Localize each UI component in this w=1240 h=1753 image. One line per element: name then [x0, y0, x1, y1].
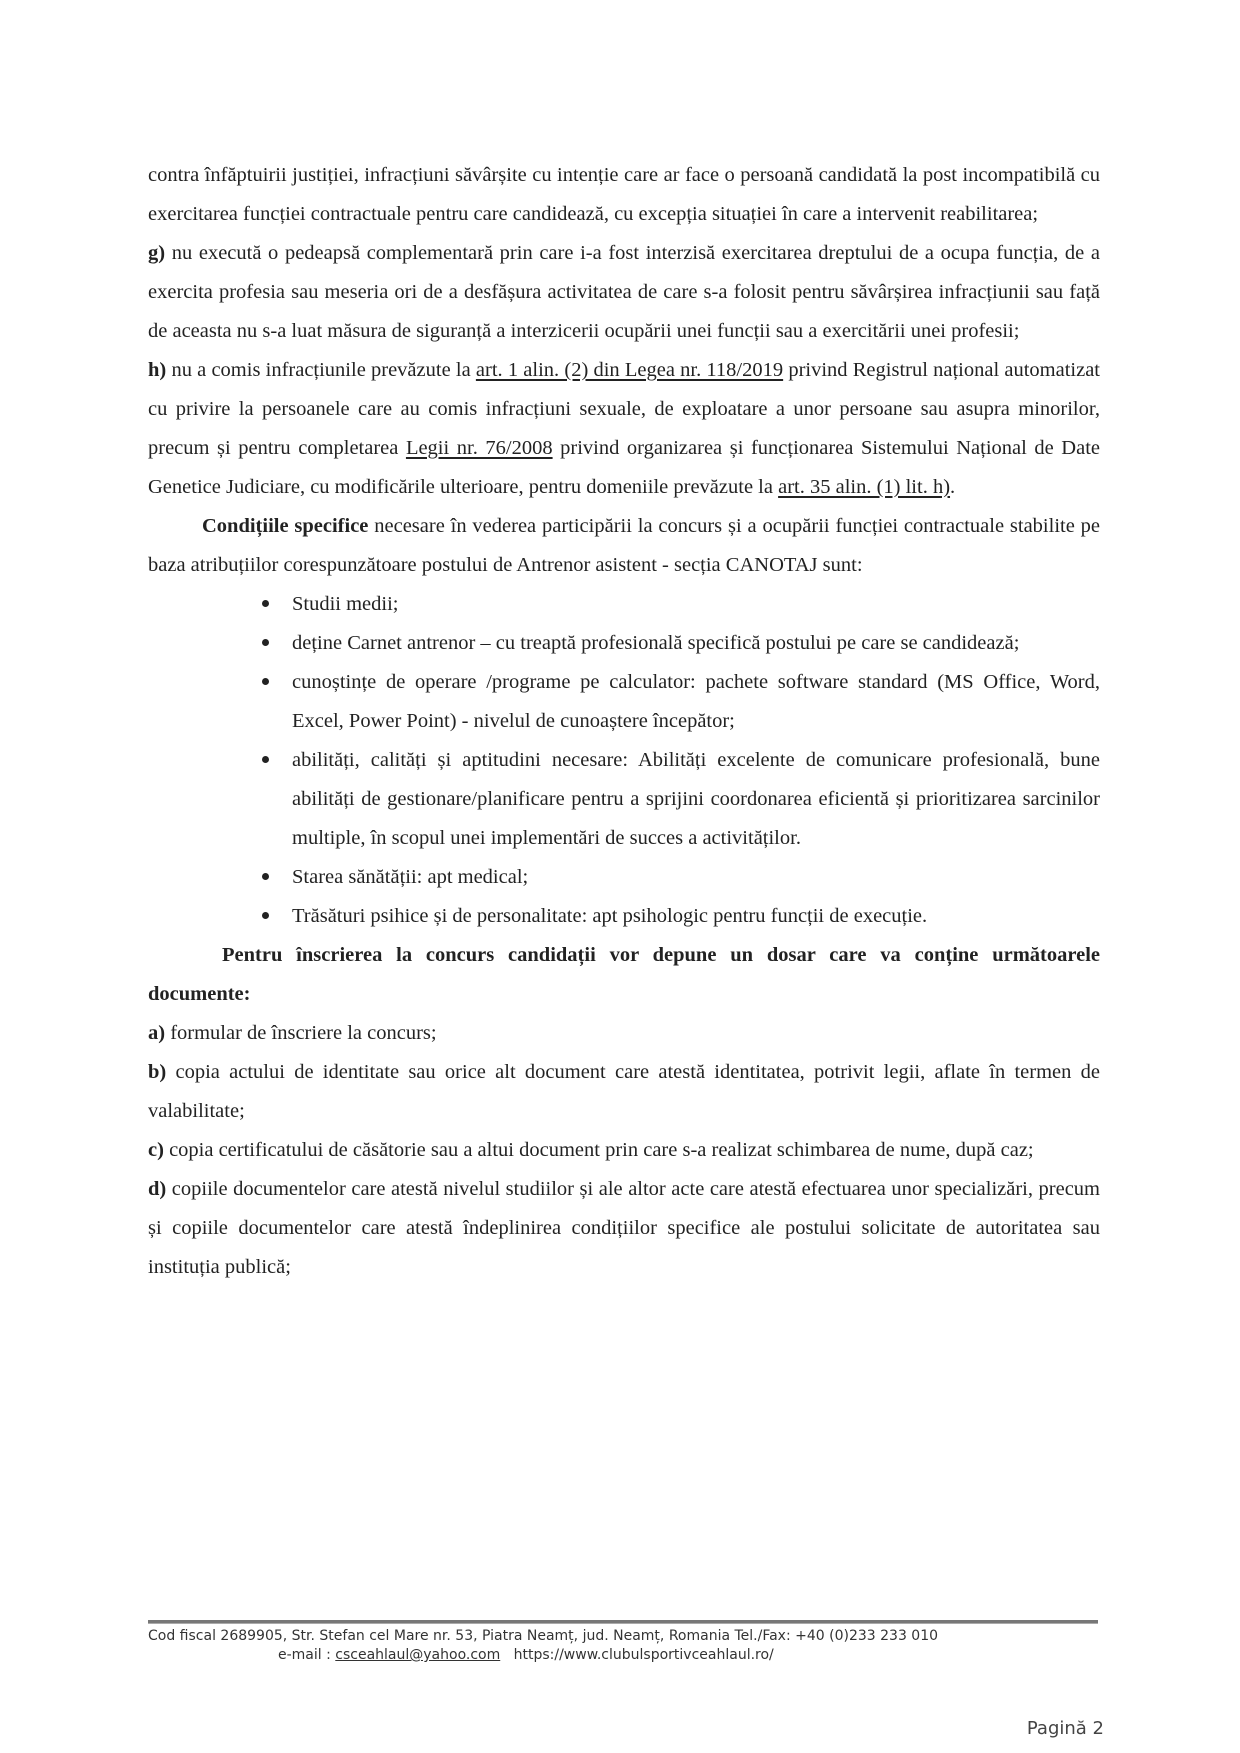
document-item-c: [148, 1131, 1100, 1170]
item-label-c: c): [148, 1139, 164, 1161]
list-item-text: Starea sănătății: apt medical;: [292, 866, 529, 888]
item-label-g: g): [148, 242, 166, 264]
list-item-text: Trăsături psihice și de personalitate: apt psihologic pentru funcții de execuție.: [292, 905, 928, 927]
item-text-c: copia certificatului de căsătorie sau a altui document prin care s-a realizat schimbarea de nume, după caz;: [163, 1139, 1034, 1161]
list-item: [292, 858, 1100, 897]
footer-address: Cod fiscal 2689905, Str. Stefan cel Mare nr. 53, Piatra Neamț, jud. Neamț, Romania Tel./Fax: +40 (0)233 233 010: [148, 1628, 939, 1644]
specific-conditions-text: necesare în vederea participării la concurs și a ocupării funcției contractuale stabilite pe baza atribuțiilor corespunzătoare postului de Antrenor asistent - secția CANOTAJ sunt:: [148, 515, 1100, 576]
document-body: [148, 156, 1100, 1287]
document-item-a: [148, 1014, 1100, 1053]
list-item: [292, 663, 1100, 741]
footer-contact: [148, 1646, 1098, 1665]
bullet-icon: [262, 639, 269, 646]
specific-conditions-heading: Condițiile specifice: [202, 515, 369, 537]
item-label-h: h): [148, 359, 167, 381]
item-text-b: copia actului de identitate sau orice alt document care atestă identitatea, potrivit legii, aflate în termen de valabilitate;: [148, 1061, 1100, 1122]
list-item-text: deține Carnet antrenor – cu treaptă profesională specifică postului pe care se candidează;: [292, 632, 1020, 654]
condition-item-h: [148, 351, 1100, 507]
specific-conditions-list: [148, 585, 1100, 936]
item-label-a: a): [148, 1022, 166, 1044]
footer-divider: [148, 1620, 1098, 1624]
email-label: e-mail :: [278, 1647, 336, 1663]
footer: [148, 1627, 1098, 1665]
page-number: Pagină 2: [1026, 1718, 1104, 1739]
list-item: [292, 624, 1100, 663]
item-text-g: nu execută o pedeapsă complementară prin care i-a fost interzisă exercitarea dreptului de a ocupa funcția, de a exercita profesia sau meseria ori de a desfășura activitatea de care s-a folosit pentru săvârșirea infracțiunii sau față de aceasta nu s-a luat măsura de siguranță a interzicerii ocupării unei funcții sau a exercitării unei profesii;: [148, 242, 1100, 342]
item-text-h-part2: privind Registrul național automatizat cu privire la persoanele care au comis infracțiuni sexuale, de exploatare a unor persoane sau asupra minorilor, precum și pentru completarea: [148, 359, 1100, 459]
website-link[interactable]: https://www.clubulsportivceahlaul.ro/: [513, 1647, 774, 1663]
law-link-art-35[interactable]: art. 35 alin. (1) lit. h): [778, 476, 951, 498]
list-item-text: cunoștințe de operare /programe pe calculator: pachete software standard (MS Office, Word, Excel, Power Point) - nivelul de cunoaștere începător;: [292, 671, 1100, 732]
item-label-b: b): [148, 1061, 167, 1083]
email-link[interactable]: csceahlaul@yahoo.com: [335, 1647, 501, 1663]
item-text-h-part1: nu a comis infracțiunile prevăzute la: [166, 359, 476, 381]
bullet-icon: [262, 678, 269, 685]
bullet-icon: [262, 912, 269, 919]
list-item: [292, 585, 1100, 624]
law-link-76-2008[interactable]: Legii nr. 76/2008: [405, 437, 553, 459]
list-item-text: abilități, calități și aptitudini necesare: Abilități excelente de comunicare profesională, bune abilități de gestionare/planificare pentru a sprijini coordonarea eficientă și prioritizarea sarcinilor multiple, în scopul unei implementări de succes a activităților.: [292, 749, 1100, 849]
dosar-heading: Pentru înscrierea la concurs candidații vor depune un dosar care va conține următoarele documente:: [148, 944, 1100, 1005]
specific-conditions-paragraph: [148, 507, 1100, 585]
list-item-text: Studii medii;: [292, 593, 399, 615]
condition-item-g: [148, 234, 1100, 351]
item-text-a: formular de înscriere la concurs;: [165, 1022, 437, 1044]
law-link-118-2019[interactable]: art. 1 alin. (2) din Legea nr. 118/2019: [475, 359, 784, 381]
item-label-d: d): [148, 1178, 167, 1200]
list-item: [292, 741, 1100, 858]
bullet-icon: [262, 873, 269, 880]
item-text-h-part4: .: [950, 476, 956, 498]
item-text-h-part3: privind organizarea și funcționarea Sistemului Național de Date Genetice Judiciare, cu modificările ulterioare, pentru domeniile prevăzute la: [148, 437, 1100, 498]
bullet-icon: [262, 756, 269, 763]
document-item-d: [148, 1170, 1100, 1287]
list-item: [292, 897, 1100, 936]
bullet-icon: [262, 600, 269, 607]
paragraph-continued: contra înfăptuirii justiției, infracțiuni săvârșite cu intenție care ar face o persoană candidată la post incompatibilă cu exercitarea funcției contractuale pentru care candidează, cu excepția situației în care a intervenit reabilitarea;: [148, 164, 1100, 225]
item-text-d: copiile documentelor care atestă nivelul studiilor și ale altor acte care atestă efectuarea unor specializări, precum și copiile documentelor care atestă îndeplinirea condițiilor specifice ale postului solicitate de autoritatea sau instituția publică;: [148, 1178, 1100, 1278]
document-item-b: [148, 1053, 1100, 1131]
